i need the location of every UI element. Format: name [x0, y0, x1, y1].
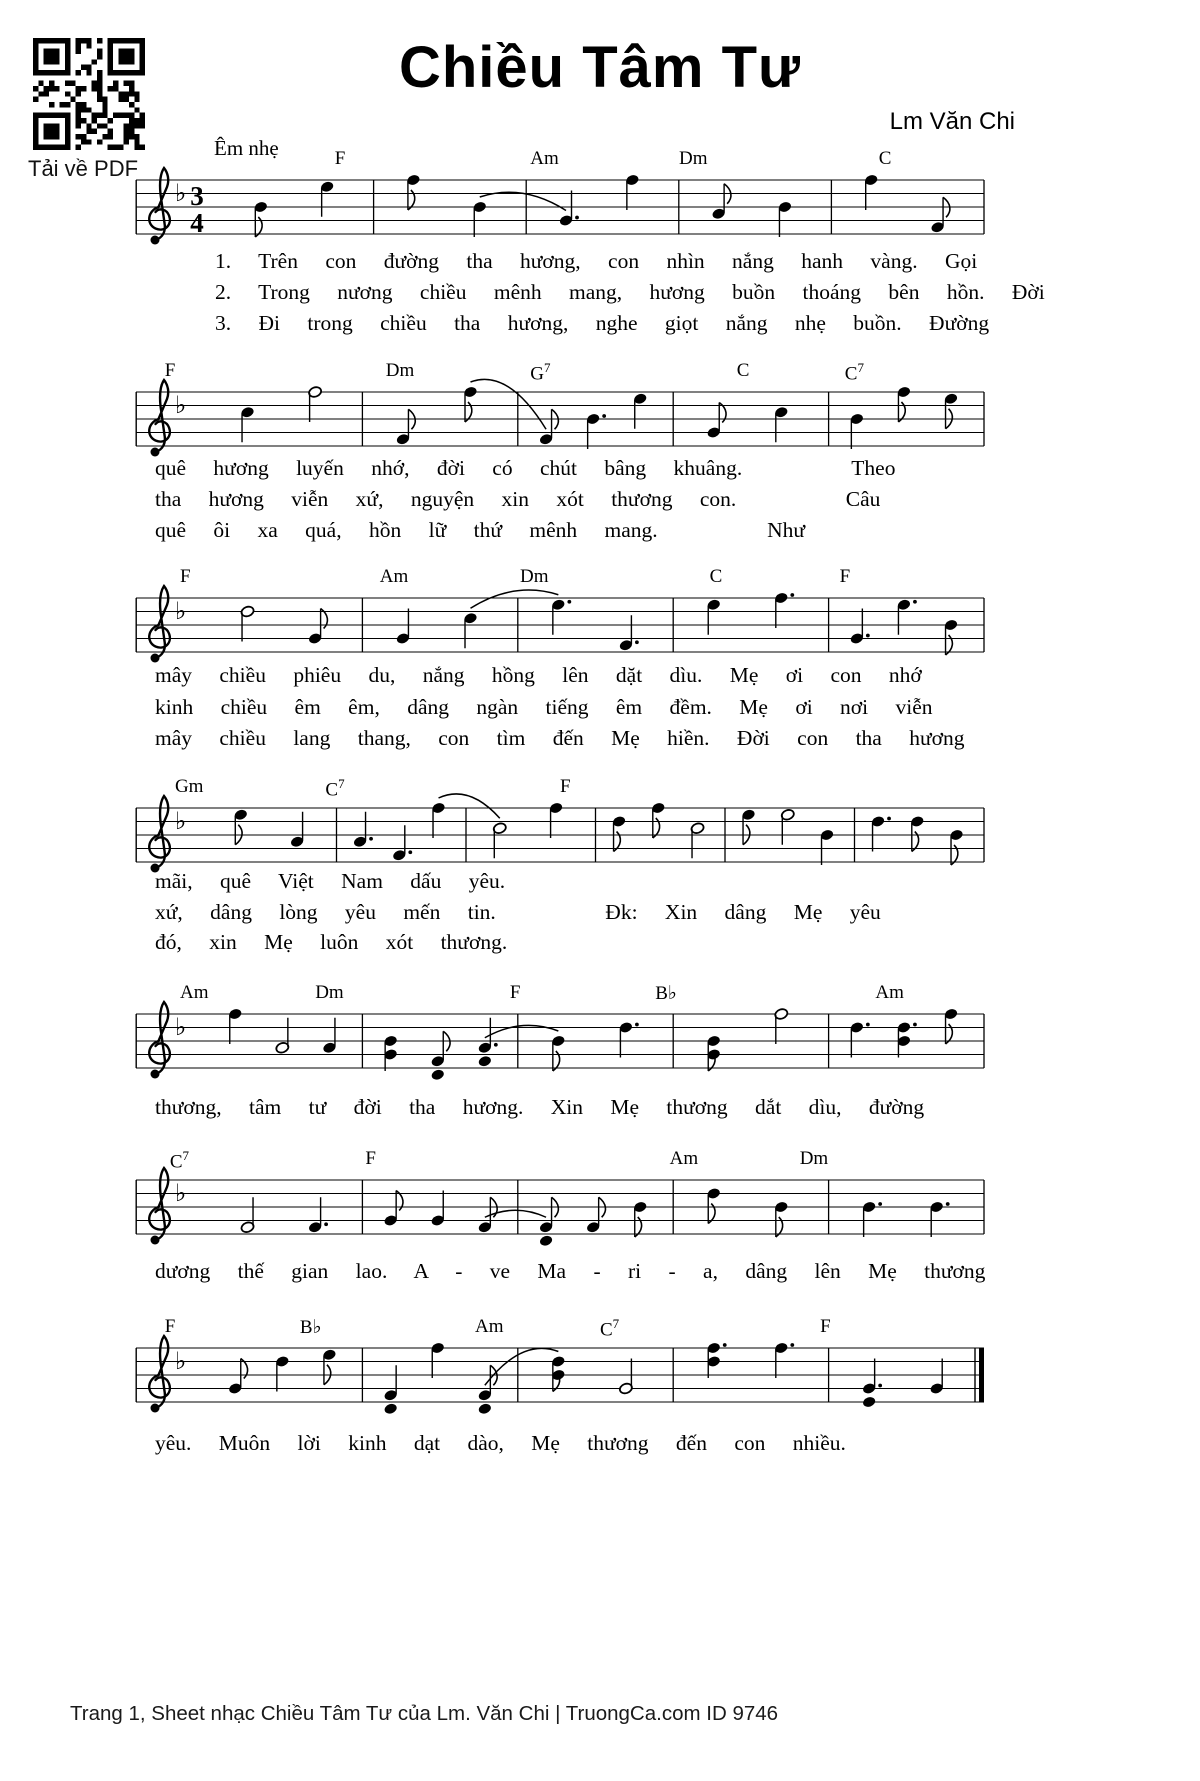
staff-system-5	[135, 994, 985, 1094]
chord-symbol: Am	[875, 982, 904, 1003]
chord-symbol: Dm	[520, 566, 549, 587]
chord-symbol: F	[560, 776, 571, 797]
chord-symbol: Am	[669, 1148, 699, 1169]
chord-symbol: B♭	[299, 1317, 322, 1338]
lyric-line: mây chiều phiêu du, nắng hồng lên dặt dìu. Mẹ ơi con nhớ	[155, 663, 922, 687]
composer-name: Lm Văn Chi	[889, 108, 1015, 135]
chord-symbol: $G^7$	[530, 360, 551, 385]
chord-symbol: F	[164, 360, 176, 381]
svg-text:♭: ♭	[175, 1347, 187, 1375]
lyric-line: yêu. Muôn lời kinh dạt dào, Mẹ thương đến con nhiều.	[155, 1431, 846, 1455]
chord-symbol: F	[334, 148, 346, 169]
lyric-line: kinh chiều êm êm, dâng ngàn tiếng êm đềm. Mẹ ơi nơi viễn	[155, 695, 933, 719]
lyric-line: 2. Trong nương chiều mênh mang, hương buồn thoáng bên hồn. Đời	[215, 280, 1045, 304]
lyric-line: 1. Trên con đường tha hương, con nhìn nắng hanh vàng. Gọi	[215, 249, 978, 273]
page-title: Chiều Tâm Tư	[398, 35, 802, 100]
chord-symbol: Dm	[679, 148, 708, 169]
svg-text:3: 3	[190, 181, 204, 211]
svg-text:♭: ♭	[175, 807, 187, 835]
chord-symbol: Am	[530, 148, 559, 169]
chord-symbol: F	[164, 1316, 176, 1337]
chord-symbol: Dm	[315, 982, 344, 1003]
chord-symbol: F	[180, 566, 191, 587]
footer-text: Trang 1, Sheet nhạc Chiều Tâm Tư của Lm. Văn Chi | TruongCa.com ID 9746	[70, 1702, 779, 1725]
chord-symbol: Dm	[799, 1148, 829, 1169]
lyric-line: thương, tâm tư đời tha hương. Xin Mẹ thương dắt dìu, đường	[155, 1095, 925, 1119]
svg-text:♭: ♭	[175, 179, 187, 207]
lyric-line: 3. Đi trong chiều tha hương, nghe giọt nắng nhẹ buồn. Đường	[215, 311, 990, 335]
chord-symbol: C	[878, 148, 892, 169]
lyric-line: mây chiều lang thang, con tìm đến Mẹ hiền. Đời con tha hương	[155, 726, 965, 750]
chord-symbol: B♭	[655, 983, 677, 1004]
chord-symbol: $C^7$	[599, 1316, 620, 1341]
lyric-line: đó, xin Mẹ luôn xót thương.	[155, 930, 508, 954]
lyric-line: tha hương viễn xứ, nguyện xin xót thương con. Câu	[155, 487, 881, 511]
chord-symbol: Am	[475, 1316, 504, 1337]
chord-symbol: F	[509, 982, 521, 1003]
chord-symbol: Dm	[385, 360, 415, 381]
svg-text:♭: ♭	[175, 597, 187, 625]
chord-symbol: F	[839, 566, 851, 587]
chord-symbol: C	[709, 566, 723, 587]
staff-system-1	[135, 160, 985, 260]
download-pdf-link[interactable]: Tải về PDF	[28, 156, 139, 181]
svg-text:♭: ♭	[175, 391, 187, 419]
chord-symbol: Am	[379, 566, 409, 587]
chord-symbol: F	[820, 1316, 831, 1337]
staff-system-6	[135, 1160, 985, 1260]
svg-text:4: 4	[190, 208, 204, 238]
svg-text:♭: ♭	[175, 1013, 187, 1041]
chord-symbol: Am	[180, 982, 209, 1003]
chord-symbol: C	[736, 360, 750, 381]
tempo-marking: Êm nhẹ	[214, 136, 279, 160]
lyric-line: mãi, quê Việt Nam dấu yêu.	[155, 869, 506, 893]
lyric-line: xứ, dâng lòng yêu mến tin. Đk: Xin dâng Mẹ yêu	[155, 900, 881, 924]
lyric-line: dương thế gian lao. A - ve Ma - ri - a, dâng lên Mẹ thương	[155, 1259, 986, 1283]
svg-text:♭: ♭	[175, 1179, 187, 1207]
lyric-line: quê hương luyến nhớ, đời có chút bâng khuâng. Theo	[155, 456, 896, 480]
staff-system-7	[135, 1328, 985, 1428]
chord-symbol: $C^7$	[325, 776, 345, 801]
lyric-line: quê ôi xa quá, hồn lữ thứ mênh mang. Như	[155, 518, 806, 542]
chord-symbol: F	[365, 1148, 376, 1169]
chord-symbol: Gm	[174, 776, 204, 797]
chord-symbol: $C^7$	[169, 1148, 190, 1173]
chord-symbol: $C^7$	[844, 360, 864, 385]
